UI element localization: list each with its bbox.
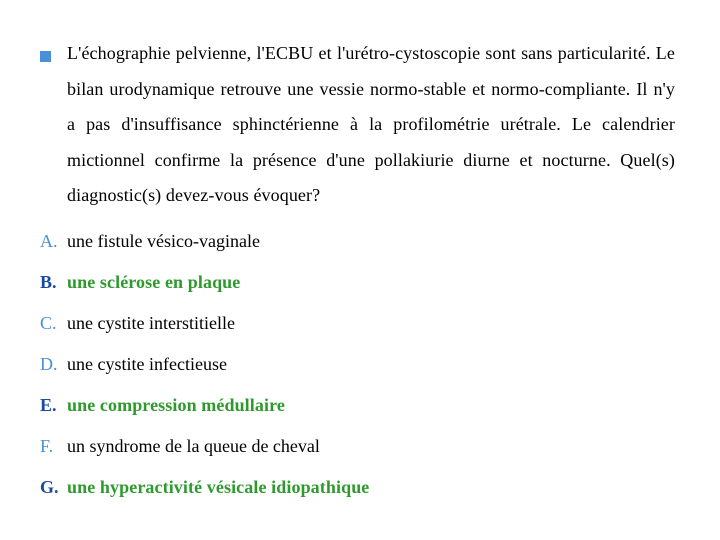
question-block	[40, 36, 680, 214]
answer-list	[40, 225, 700, 512]
answer-option-b[interactable]	[40, 266, 700, 307]
answer-option-e[interactable]	[40, 389, 700, 430]
answer-letter: C.	[40, 313, 57, 333]
answer-option-d[interactable]	[40, 348, 700, 389]
answer-letter: D.	[40, 354, 58, 374]
answer-option-c[interactable]	[40, 307, 700, 348]
answer-letter: G.	[40, 477, 59, 497]
answer-label: une compression médullaire	[67, 395, 285, 415]
answer-option-a[interactable]	[40, 225, 700, 266]
answer-label: une sclérose en plaque	[67, 272, 241, 292]
answer-letter: F.	[40, 436, 54, 456]
answer-option-f[interactable]	[40, 430, 700, 471]
answer-letter: E.	[40, 395, 57, 415]
answer-label: une fistule vésico-vaginale	[67, 231, 260, 251]
answer-label: un syndrome de la queue de cheval	[67, 436, 320, 456]
answer-label: une cystite infectieuse	[67, 354, 227, 374]
answer-letter: B.	[40, 272, 57, 292]
answer-label: une hyperactivité vésicale idiopathique	[67, 477, 370, 497]
answer-letter: A.	[40, 231, 58, 251]
answer-label: une cystite interstitielle	[67, 313, 235, 333]
square-bullet-icon	[40, 51, 51, 62]
question-text: L'échographie pelvienne, l'ECBU et l'urétro-cystoscopie sont sans particularité. Le bilan urodynamique retrouve une vessie normo-stable et normo-compliante. Il n'y a pas d'insuffisance sphinctérienne à la profilométrie urétrale. Le calendrier mictionnel confirme la présence d'une pollakiurie diurne et nocturne. Quel(s) diagnostic(s) devez-vous évoquer?	[67, 43, 675, 205]
answer-option-g[interactable]	[40, 471, 700, 512]
